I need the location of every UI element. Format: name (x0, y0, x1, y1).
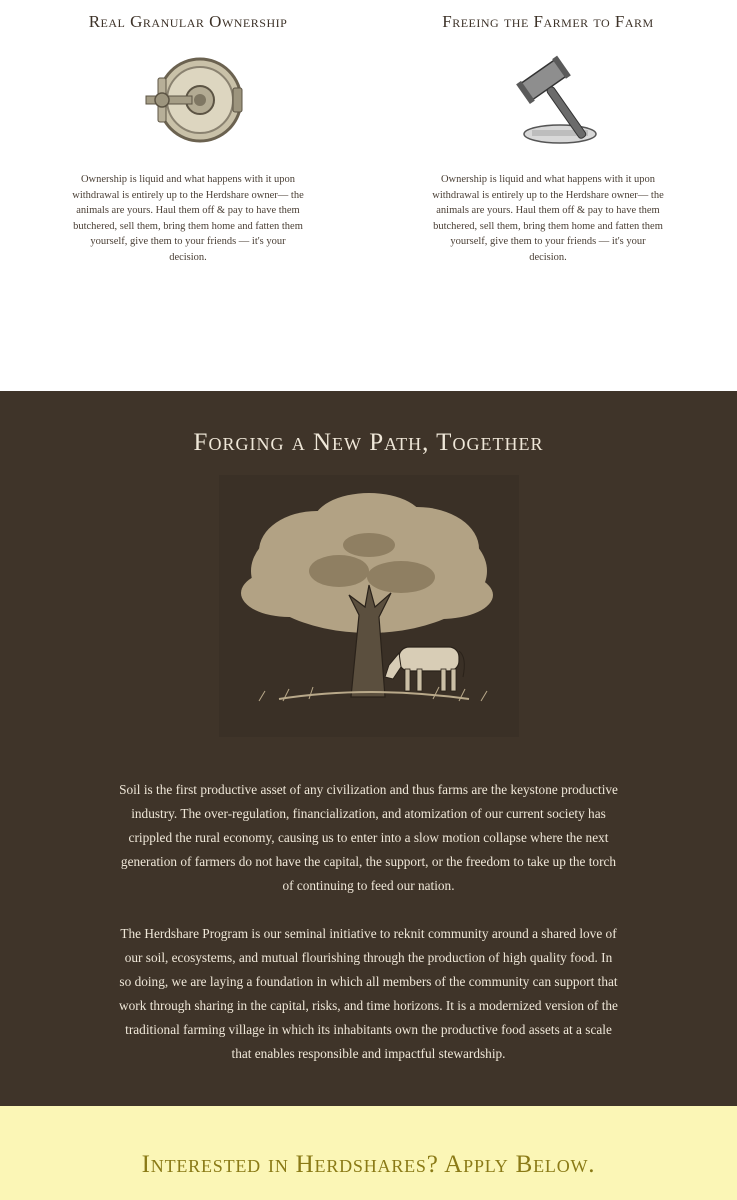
feature-description: Ownership is liquid and what happens with it upon withdrawal is entirely up to the Herdshare owner— the animals are yours. Haul them off & pay to have them butchered, sell them, bring them home and fatten them yourself, give them to your friends — it's your decision. (432, 174, 664, 263)
vault-door-icon (128, 50, 248, 150)
feature-description: Ownership is liquid and what happens with it upon withdrawal is entirely up to the Herdshare owner— the animals are yours. Haul them off & pay to have them butchered, sell them, bring them home and fatten them yourself, give them to your friends — it's your decision. (72, 174, 304, 263)
feature-title: Freeing the Farmer to Farm (442, 12, 654, 31)
mission-section (0, 391, 737, 1106)
feature-freeing-farmer (403, 0, 693, 265)
feature-title: Real Granular Ownership (88, 12, 288, 31)
features-section (0, 0, 737, 391)
apply-heading: Interested in Herdshares? Apply Below. (141, 1151, 596, 1178)
gavel-icon (488, 50, 608, 150)
mission-paragraph-2: The Herdshare Program is our seminal initiative to reknit community around a shared love of our soil, ecosystems, and mutual flourishing through the production of high quality food. In so doing, we are laying a foundation in which all members of the community can support that work through sharing in the capital, risks, and time horizons. It is a modernized version of the traditional farming village in which its inhabitants own the productive food assets at a scale that enables responsible and impactful stewardship. (119, 926, 618, 1061)
apply-banner (0, 1106, 737, 1200)
mission-title: Forging a New Path, Together (193, 429, 544, 456)
tree-and-cow-icon (219, 475, 519, 737)
feature-ownership (43, 0, 333, 265)
mission-paragraph-1: Soil is the first productive asset of any civilization and thus farms are the keystone productive industry. The over-regulation, financialization, and atomization of our current society has crippled the rural economy, causing us to enter into a slow motion collapse where the next generation of farmers do not have the capital, the support, or the freedom to take up the torch of continuing to feed our nation. (119, 782, 618, 893)
